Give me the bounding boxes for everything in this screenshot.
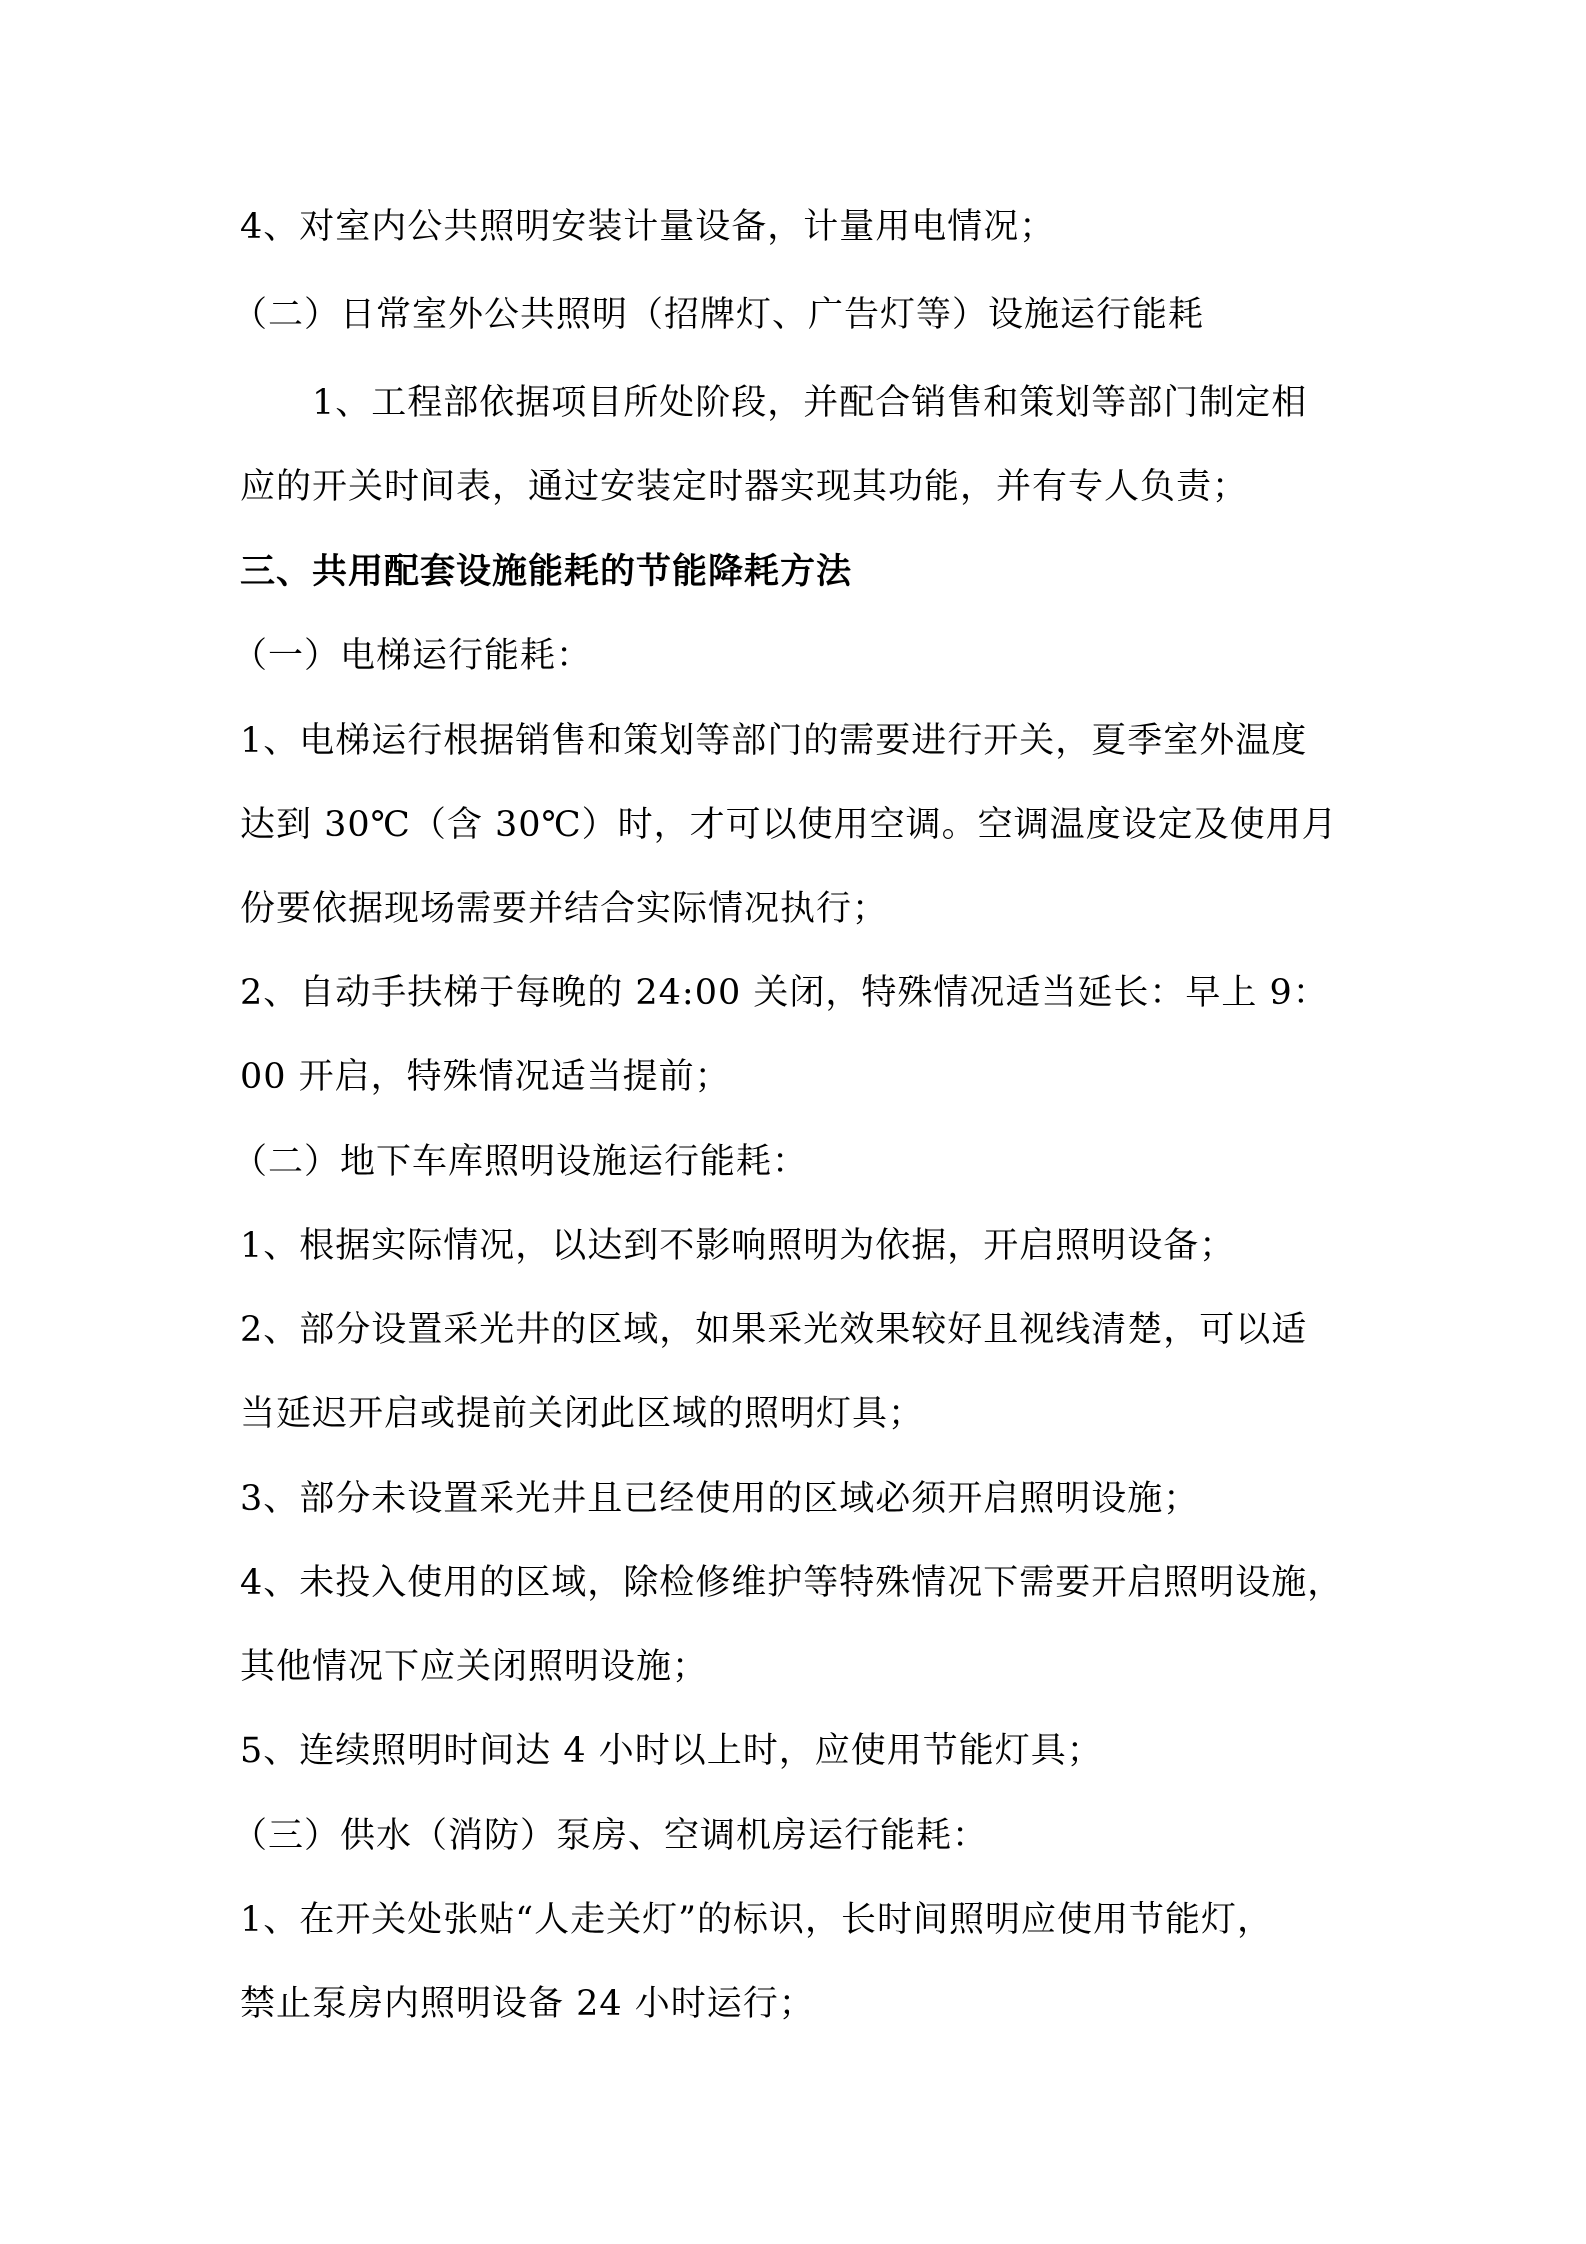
item-1-engineering-line-1: 1、工程部依据项目所处阶段，并配合销售和策划等部门制定相 bbox=[312, 383, 1308, 423]
item-1-pump-room-line-2: 禁止泵房内照明设备 24 小时运行； bbox=[240, 1984, 815, 2024]
item-5-garage: 5、连续照明时间达 4 小时以上时，应使用节能灯具； bbox=[240, 1731, 1103, 1771]
section-2-garage-lighting: （二）地下车库照明设施运行能耗： bbox=[232, 1142, 809, 1182]
item-1-pump-room-line-1: 1、在开关处张贴“人走关灯”的标识，长时间照明应使用节能灯， bbox=[240, 1900, 1274, 1940]
item-1-elevator-line-1: 1、电梯运行根据销售和策划等部门的需要进行开关，夏季室外温度 bbox=[240, 721, 1308, 761]
item-3-garage: 3、部分未设置采光井且已经使用的区域必须开启照明设施； bbox=[240, 1479, 1200, 1519]
section-2-outdoor-lighting: （二）日常室外公共照明（招牌灯、广告灯等）设施运行能耗 bbox=[232, 295, 1205, 335]
heading-part-3: 三、共用配套设施能耗的节能降耗方法 bbox=[240, 551, 853, 592]
item-2-escalator-line-2: 00 开启，特殊情况适当提前； bbox=[240, 1057, 731, 1097]
item-1-garage: 1、根据实际情况，以达到不影响照明为依据，开启照明设备； bbox=[240, 1226, 1236, 1266]
item-1-elevator-line-3: 份要依据现场需要并结合实际情况执行； bbox=[240, 889, 889, 929]
item-1-engineering-line-2: 应的开关时间表，通过安装定时器实现其功能，并有专人负责； bbox=[240, 467, 1249, 507]
item-2-garage-line-2: 当延迟开启或提前关闭此区域的照明灯具； bbox=[240, 1394, 925, 1434]
section-1-elevator: （一）电梯运行能耗： bbox=[232, 636, 593, 676]
item-1-elevator-line-2: 达到 30℃（含 30℃）时，才可以使用空调。空调温度设定及使用月 bbox=[240, 805, 1338, 845]
item-4-garage-line-2: 其他情况下应关闭照明设施； bbox=[240, 1647, 709, 1687]
item-2-escalator-line-1: 2、自动手扶梯于每晚的 24:00 关闭，特殊情况适当延长：早上 9： bbox=[240, 973, 1329, 1013]
item-4-garage-line-1: 4、未投入使用的区域，除检修维护等特殊情况下需要开启照明设施， bbox=[240, 1563, 1344, 1603]
item-2-garage-line-1: 2、部分设置采光井的区域，如果采光效果较好且视线清楚，可以适 bbox=[240, 1310, 1308, 1350]
item-4-indoor-metering: 4、对室内公共照明安装计量设备，计量用电情况； bbox=[240, 207, 1056, 247]
section-3-pump-room: （三）供水（消防）泵房、空调机房运行能耗： bbox=[232, 1816, 989, 1856]
